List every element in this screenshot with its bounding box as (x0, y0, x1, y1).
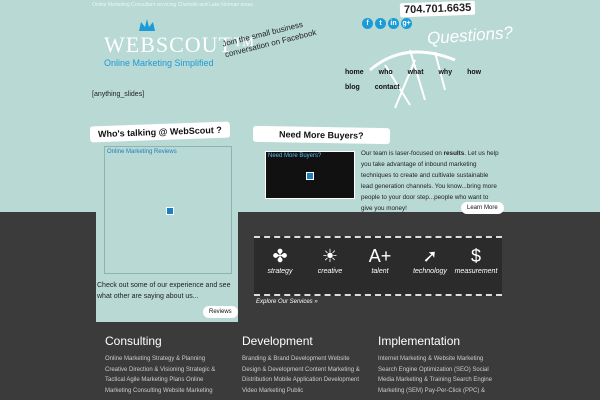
buyers-text-lead: Our team is laser-focused on (361, 150, 444, 157)
service-label: creative (317, 268, 343, 275)
puzzle-icon: ✤ (272, 246, 288, 266)
buyers-tab: Need More Buyers? (253, 126, 390, 144)
plugin-placeholder-icon (166, 207, 174, 215)
footer-column-links[interactable]: Online Marketing Strategy & Planning Creative Direction & Visioning Strategic & Tactical Agile Marketing Plans Online Marketing Consulting Website Marketing (105, 356, 216, 394)
reviews-embed[interactable] (104, 146, 232, 274)
footer-column-title[interactable]: Development (242, 334, 313, 348)
social-links (362, 18, 412, 29)
nav-how[interactable]: how (467, 69, 482, 76)
nav-home[interactable]: home (345, 69, 364, 76)
footer-column-development (242, 334, 362, 396)
grade-icon: A+ (368, 246, 392, 266)
nav-blog[interactable]: blog (345, 84, 360, 91)
service-label: measurement (454, 268, 498, 275)
explore-services-link[interactable]: Explore Our Services » (256, 299, 318, 305)
main-nav (345, 69, 495, 99)
service-talent[interactable] (358, 244, 402, 275)
buyers-text-rest: . Let us help you take advantage of inbound marketing techniques to create and cultivate sustainable lead generation channels. You know...bring more people to your door step...people who want to give you money! (361, 150, 499, 212)
facebook-icon[interactable]: f (362, 18, 373, 29)
linkedin-icon[interactable]: in (388, 18, 399, 29)
video-title[interactable]: Need More Buyers? (268, 153, 322, 159)
footer-column-links[interactable]: Branding & Brand Development Website Design & Development Content Marketing & Distribution Mobile Application Development Video Marketing Public (242, 356, 360, 394)
video-placeholder-icon (306, 172, 314, 180)
twitter-icon[interactable]: t (375, 18, 386, 29)
footer-column-links[interactable]: Internet Marketing & Website Marketing Search Engine Optimization (SEO) Social Media Marketing & Training Search Engine Marketing (SEM) Pay-Per-Click (PPC) & (378, 356, 493, 394)
facebook-callout[interactable]: Join the small business conversation on Facebook (221, 19, 318, 60)
video-player[interactable] (265, 151, 355, 199)
footer-column-title[interactable]: Consulting (105, 334, 162, 348)
lightbulb-icon: ☀ (321, 246, 339, 266)
service-measurement[interactable] (454, 244, 498, 275)
service-creative[interactable] (308, 244, 352, 275)
service-technology[interactable] (408, 244, 452, 275)
service-label: talent (371, 268, 389, 275)
slides-placeholder: [anything_slides] (92, 91, 145, 98)
googleplus-icon[interactable]: g+ (402, 20, 411, 27)
logo-text: WEBSCOUT™ (104, 32, 256, 57)
dollar-icon: $ (470, 246, 481, 266)
buyers-text-bold: results (443, 150, 465, 157)
logo-subtitle: Online Marketing Simplified (104, 58, 214, 68)
footer-column-implementation (378, 334, 498, 396)
nav-what[interactable]: what (407, 69, 424, 76)
talking-tab: Who's talking @ WebScout ? (90, 122, 230, 143)
questions-heading: Questions? (426, 23, 514, 48)
services-strip (254, 236, 502, 296)
crown-icon (138, 18, 156, 32)
service-strategy[interactable] (258, 244, 302, 275)
learn-more-button[interactable]: Learn More (461, 202, 504, 214)
nav-why[interactable]: why (438, 69, 453, 76)
cursor-icon: ➚ (422, 246, 438, 266)
footer-column-consulting (105, 334, 225, 396)
phone-number[interactable]: 704.701.6635 (400, 1, 476, 18)
reviews-button[interactable]: Reviews (203, 306, 238, 318)
footer-column-title[interactable]: Implementation (378, 334, 461, 348)
site-tagline: Online Marketing Consultant servicing Charlotte and Lake Norman areas (92, 2, 253, 8)
nav-who[interactable]: who (378, 69, 393, 76)
service-label: strategy (267, 268, 293, 275)
service-label: technology (413, 268, 447, 275)
reviews-intro-text: Check out some of our experience and see what other are saying about us... (97, 282, 231, 300)
reviews-embed-title[interactable]: Online Marketing Reviews (107, 149, 177, 155)
nav-contact[interactable]: contact (374, 84, 400, 91)
